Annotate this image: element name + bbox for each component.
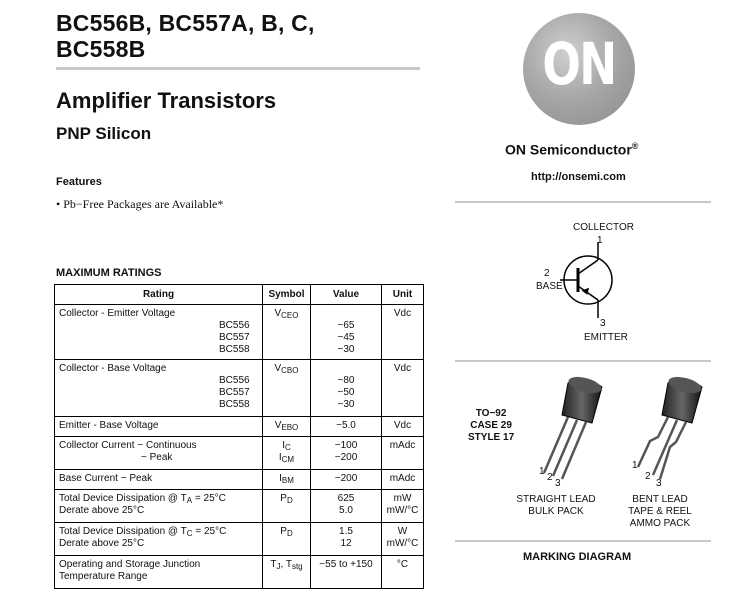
table-row <box>55 490 424 523</box>
company-url[interactable]: http://onsemi.com <box>531 171 626 183</box>
value-cell: −65 −45 −30 <box>311 305 382 360</box>
title-line-2: BC558B <box>56 36 146 62</box>
rating-cell: Total Device Dissipation @ $T_A = 25^\circ C$ Derate above 25°C <box>55 490 263 523</box>
rating-cell: Base Current − Peak <box>55 470 263 490</box>
collector-pin: 1 <box>597 235 603 246</box>
unit-cell: °C <box>382 556 424 589</box>
page-heading: Amplifier Transistors <box>56 88 277 113</box>
table-row <box>55 437 424 470</box>
divider <box>455 360 711 362</box>
page-subheading: PNP Silicon <box>56 124 152 143</box>
base-label: BASE <box>536 281 563 292</box>
pin-3-label: 3 <box>656 478 662 489</box>
unit-cell: mAdc <box>382 470 424 490</box>
symbol-cell: $I_{BM}$ <box>263 470 311 490</box>
emitter-pin: 3 <box>600 318 606 329</box>
divider <box>455 201 711 203</box>
value-cell: −100 −200 <box>311 437 382 470</box>
symbol-cell: $V_{CEO}$ <box>263 305 311 360</box>
title-line-1: BC556B, BC557A, B, C, <box>56 10 315 36</box>
ratings-heading: MAXIMUM RATINGS <box>56 267 162 279</box>
value-cell: 625 5.0 <box>311 490 382 523</box>
divider <box>455 540 711 542</box>
value-cell: 1.5 12 <box>311 523 382 556</box>
symbol-cell: $V_{CBO}$ <box>263 360 311 417</box>
col-header-symbol: Symbol <box>263 285 311 305</box>
company-name: ON Semiconductor® <box>505 141 639 158</box>
value-cell: −5.0 <box>311 417 382 437</box>
value-cell: −55 to +150 <box>311 556 382 589</box>
base-pin: 2 <box>544 268 550 279</box>
pnp-transistor-symbol-icon <box>540 240 630 320</box>
table-row <box>55 556 424 589</box>
value-cell: −80 −50 −30 <box>311 360 382 417</box>
package-case-label: TO−92 CASE 29 STYLE 17 <box>468 408 515 443</box>
bullet-icon: • <box>56 197 64 211</box>
table-row <box>55 417 424 437</box>
pin-1-label: 1 <box>539 466 545 477</box>
unit-cell: W mW/°C <box>382 523 424 556</box>
symbol-cell: $P_D$ <box>263 523 311 556</box>
col-header-unit: Unit <box>382 285 424 305</box>
unit-cell: Vdc <box>382 305 424 360</box>
marking-diagram-heading: MARKING DIAGRAM <box>523 551 632 563</box>
symbol-cell: $I_C$ $I_{CM}$ <box>263 437 311 470</box>
rating-cell: Emitter - Base Voltage <box>55 417 263 437</box>
logo-text: ON <box>542 30 616 98</box>
straight-lead-caption: STRAIGHT LEAD BULK PACK <box>516 494 596 517</box>
rating-cell: Collector Current − Continuous − Peak <box>55 437 263 470</box>
rating-cell: Total Device Dissipation @ $T_C = 25^\circ C$ Derate above 25°C <box>55 523 263 556</box>
table-header-row <box>55 285 424 305</box>
unit-cell: mW mW/°C <box>382 490 424 523</box>
unit-cell: Vdc <box>382 417 424 437</box>
pin-3-label: 3 <box>555 478 561 489</box>
feature-item: • Pb−Free Packages are Available* <box>56 197 224 211</box>
features-heading: Features <box>56 176 102 188</box>
to92-straight-lead-icon <box>530 375 610 480</box>
table-row <box>55 470 424 490</box>
table-row <box>55 305 424 360</box>
value-cell: −200 <box>311 470 382 490</box>
unit-cell: mAdc <box>382 437 424 470</box>
emitter-label: EMITTER <box>584 332 628 343</box>
rating-cell: Collector - Base Voltage BC556 BC557 BC558 <box>55 360 263 417</box>
rating-cell: Collector - Emitter Voltage BC556 BC557 BC558 <box>55 305 263 360</box>
table-row <box>55 523 424 556</box>
table-row <box>55 360 424 417</box>
col-header-value: Value <box>311 285 382 305</box>
rating-cell: Operating and Storage Junction Temperature Range <box>55 556 263 589</box>
col-header-rating: Rating <box>55 285 263 305</box>
symbol-cell: $T_J$, $T_{stg}$ <box>263 556 311 589</box>
document-title <box>56 10 315 62</box>
pin-1-label: 1 <box>632 460 638 471</box>
pin-2-label: 2 <box>547 472 553 483</box>
bent-lead-caption: BENT LEAD TAPE & REEL AMMO PACK <box>628 494 692 529</box>
symbol-cell: $V_{EBO}$ <box>263 417 311 437</box>
pin-2-label: 2 <box>645 471 651 482</box>
title-rule <box>56 67 420 70</box>
maximum-ratings-table <box>54 284 424 589</box>
to92-bent-lead-icon <box>630 375 710 480</box>
unit-cell: Vdc <box>382 360 424 417</box>
collector-label: COLLECTOR <box>573 222 634 233</box>
symbol-cell: $P_D$ <box>263 490 311 523</box>
